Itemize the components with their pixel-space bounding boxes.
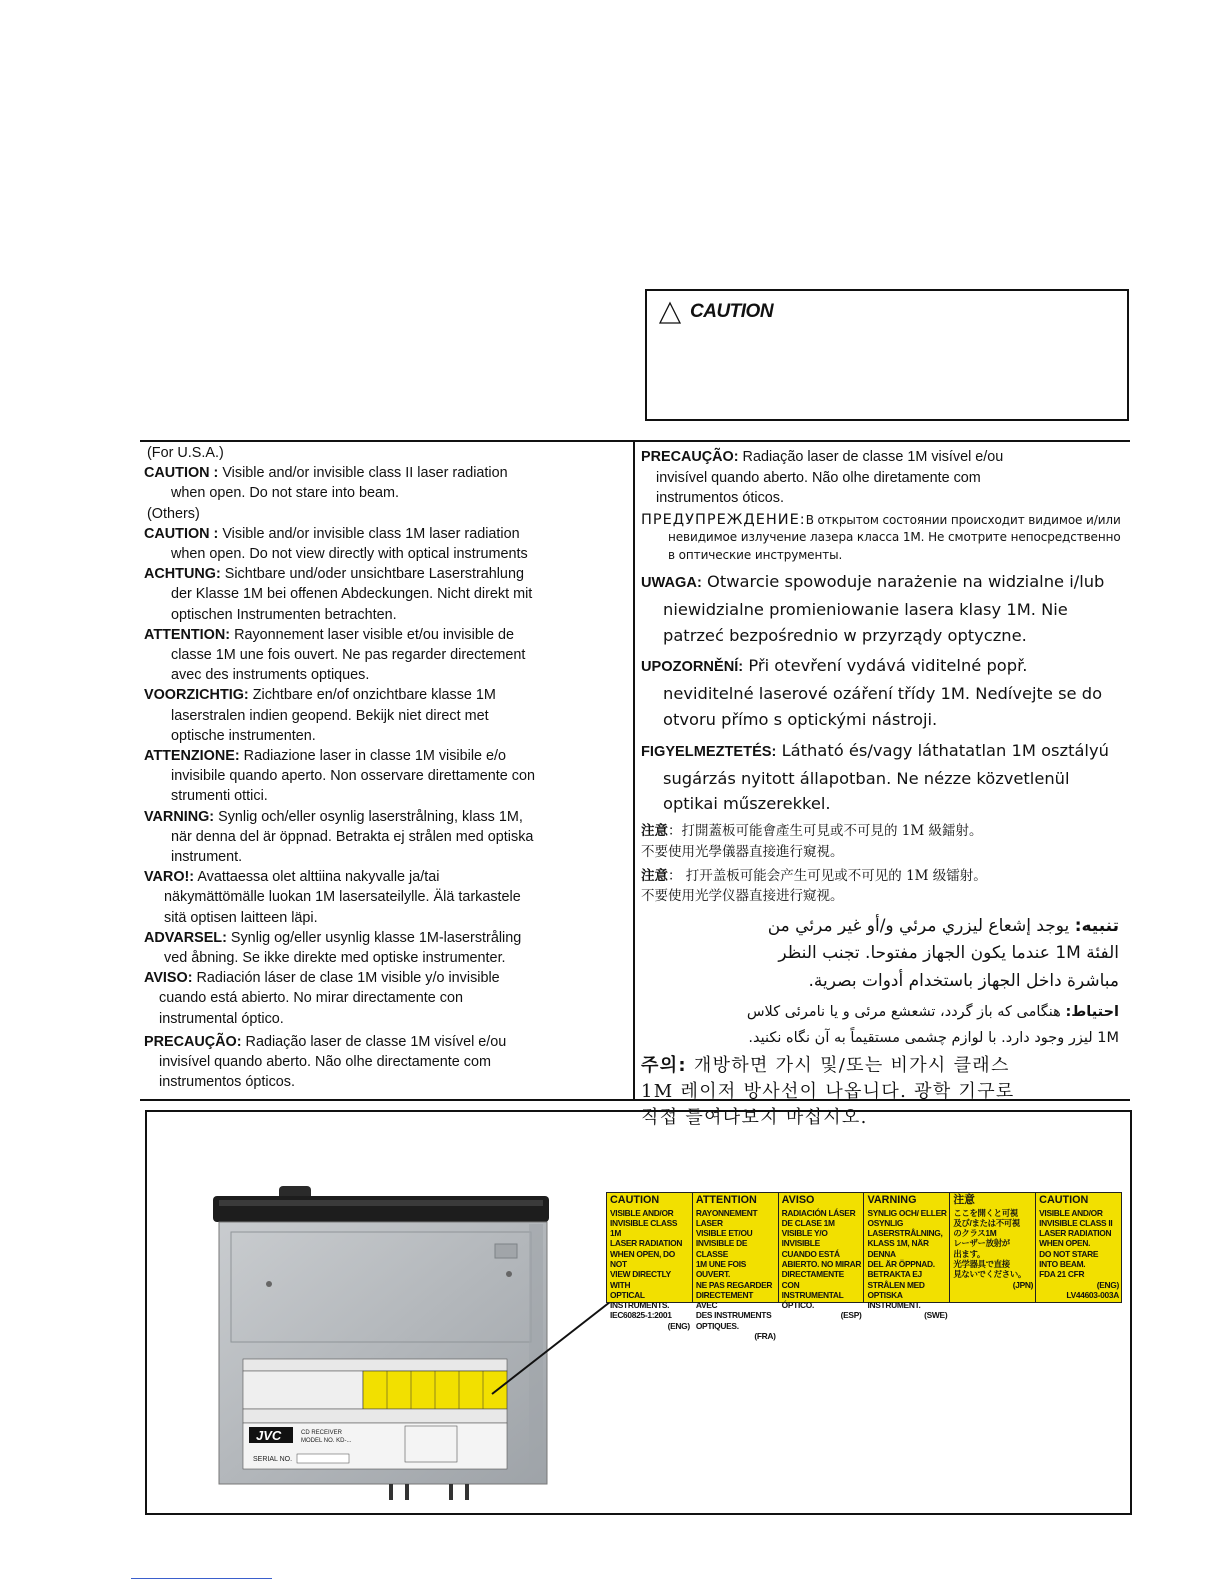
label-column-heading: 注意 bbox=[953, 1194, 975, 1206]
label-line: OSYNLIG bbox=[867, 1217, 904, 1228]
device-brand: JVC bbox=[256, 1428, 282, 1443]
label-line: VISIBLE AND/OR bbox=[610, 1207, 674, 1218]
label-line: DIRECTAMENTE bbox=[781, 1269, 844, 1280]
label-line: レーザー放射が bbox=[953, 1238, 1010, 1249]
label-line: 光学器具で直接 bbox=[953, 1258, 1010, 1269]
label-line: VISIBLE AND/OR bbox=[1039, 1207, 1103, 1218]
others-heading: (Others) bbox=[147, 505, 200, 522]
label-column bbox=[607, 1193, 693, 1331]
warning-pt-right: PRECAUÇÃO: Radiação laser de classe 1M visível e/ou invisível quando aberto. Não olhe diretamente com instrumentos óticos. bbox=[641, 449, 1004, 506]
label-column bbox=[693, 1193, 779, 1342]
label-line: ABIERTO. NO MIRAR bbox=[781, 1258, 862, 1269]
label-line: DIRECTEMENT AVEC bbox=[695, 1289, 754, 1311]
label-column-heading: CAUTION bbox=[610, 1194, 660, 1206]
label-line: VISIBLE Y/O INVISIBLE bbox=[781, 1228, 828, 1249]
label-line: NE PAS REGARDER bbox=[695, 1279, 773, 1290]
caution-title: CAUTION bbox=[690, 301, 774, 322]
warning-pt-left: PRECAUÇÃO: Radiação laser de classe 1M visível e/ou bbox=[144, 1033, 507, 1050]
label-line: DEL ÄR ÖPPNAD. bbox=[867, 1258, 935, 1269]
warning-nl: VOORZICHTIG: Zichtbare en/of onzichtbare klasse 1M bbox=[144, 687, 496, 704]
label-line: INSTRUMENT. bbox=[867, 1300, 921, 1311]
label-line: INTO BEAM. bbox=[1039, 1258, 1086, 1269]
label-line: LASERSTRÅLNING, bbox=[867, 1228, 943, 1239]
label-line: 見ないでください。 bbox=[953, 1269, 1026, 1280]
label-line: LASER RADIATION bbox=[1039, 1228, 1112, 1239]
label-line: 出ます。 bbox=[953, 1248, 985, 1259]
warning-hu: FIGYELMEZTETÉS: Látható és/vagy láthatatlan 1M osztályú sugárzás nyitott állapotban. Ne nézze közvetlenül optikai műszerekkel. bbox=[641, 740, 1109, 814]
warning-triangle-icon bbox=[659, 302, 681, 324]
device-photo-frame bbox=[145, 1110, 1132, 1515]
label-line: KLASS 1M, NÄR DENNA bbox=[867, 1238, 929, 1259]
label-language-tag: (FRA) bbox=[754, 1331, 776, 1342]
warning-usa: CAUTION : Visible and/or invisible class II laser radiation bbox=[144, 465, 508, 482]
label-line: BETRAKTA EJ bbox=[867, 1269, 922, 1280]
label-column bbox=[950, 1193, 1036, 1302]
warning-others: CAUTION : Visible and/or invisible class 1M laser radiation bbox=[144, 525, 520, 542]
label-column-heading: VARNING bbox=[867, 1194, 917, 1206]
warning-cs: UPOZORNĚNÍ: Při otevření vydává viditelné popř. neviditelné laserové ozáření třídy 1M. Nedívejte se do otvoru přímo s optickými nástroji. bbox=[641, 656, 1103, 729]
warning-ru: ПРЕДУПРЕЖДЕНИЕ:В открытом состоянии происходит видимое и/или невидимое излучение лазера класса 1M. Не смотрите непосредственно в оптические инструменты. bbox=[641, 511, 1121, 562]
leader-line bbox=[492, 1302, 612, 1402]
label-language-tag: (SWE) bbox=[924, 1310, 948, 1321]
label-language-tag: (ESP) bbox=[840, 1310, 862, 1321]
warning-it: ATTENZIONE: Radiazione laser in classe 1M visibile e/o bbox=[144, 748, 507, 765]
label-line: IEC60825-1:2001 bbox=[610, 1310, 672, 1321]
label-column bbox=[864, 1193, 950, 1321]
label-line: のクラス1M bbox=[953, 1228, 997, 1239]
warning-sv: VARNING: Synlig och/eller osynlig laserstrålning, klass 1M, bbox=[144, 808, 523, 825]
label-line: LASER RADIATION bbox=[610, 1238, 683, 1249]
warning-fr: ATTENTION: Rayonnement laser visible et/ou invisible de bbox=[144, 626, 515, 643]
svg-text:SERIAL NO.: SERIAL NO. bbox=[253, 1456, 293, 1463]
label-column-heading: AVISO bbox=[781, 1194, 815, 1206]
warning-ko: 주의: 개방하면 가시 및/또는 비가시 클래스 1M 레이저 방사선이 나옵니다. 광학 기구로 직접 들여다보지 마십시오. bbox=[641, 1055, 1015, 1129]
label-line: RADIACIÓN LÁSER bbox=[781, 1207, 856, 1218]
label-language-tag: (JPN) bbox=[1012, 1279, 1034, 1290]
caution-box bbox=[645, 289, 1129, 421]
label-line: ÓPTICO. bbox=[781, 1300, 814, 1311]
column-divider bbox=[633, 440, 635, 1101]
label-column-heading: CAUTION bbox=[1039, 1194, 1089, 1206]
warning-da: ADVARSEL: Synlig og/eller usynlig klasse 1M-laserstråling bbox=[144, 929, 522, 946]
svg-text:MODEL NO. KD-...: MODEL NO. KD-... bbox=[301, 1438, 352, 1444]
warning-zh-tw: 注意：打開蓋板可能會產生可見或不可見的 1M 級鐳射。 不要使用光學儀器直接進行窺視。 bbox=[641, 823, 983, 860]
warning-fa: احتياط: هنگامی که باز گردد، تشعشع مرئی و یا نامرئی کلاس 1M لیزر وجود دارد. با لوازم چشمی مستقیماً به آن نگاه نکنید. bbox=[746, 1004, 1119, 1047]
top-rule bbox=[140, 440, 1130, 442]
laser-warning-label bbox=[606, 1192, 1122, 1342]
svg-text:CD RECEIVER: CD RECEIVER bbox=[301, 1430, 343, 1436]
label-line: ここを開くと可視 bbox=[953, 1207, 1018, 1218]
label-line: INVISIBLE DE CLASSE bbox=[695, 1238, 748, 1259]
label-line: CUANDO ESTÁ bbox=[781, 1248, 840, 1259]
warning-ar: تنبيه: يوجد إشعاع ليزري مرئي و/أو غير مرئي من الفئة 1M عندما يكون الجهاز مفتوحا. تجنب النظر مباشرة داخل الجهاز باستخدام أدوات بصرية. bbox=[767, 915, 1119, 991]
label-line: VIEW DIRECTLY WITH bbox=[610, 1269, 671, 1290]
label-line: VISIBLE ET/OU bbox=[695, 1228, 753, 1239]
label-language-tag: (ENG) bbox=[667, 1320, 690, 1331]
label-line: OPTIQUES. bbox=[695, 1320, 739, 1331]
label-column bbox=[779, 1193, 865, 1321]
usa-heading: (For U.S.A.) bbox=[147, 445, 224, 461]
warnings-left-column: (For U.S.A.) CAUTION : Visible and/or invisible class II laser radiation when open. Do not stare into beam. (Others) CAUTION : Visible and/or invisible class 1M laser radiation when open. Do not view directly with optical instruments ACHTUNG: Sichtbare und/oder unsichtbare Laserstrahlung der Klasse 1M bei offenen Abdeckungen. Nicht direkt mit optischen Instrumenten betrachten. ATTENTION: Rayonnement laser visible et/ou invisible de classe 1M une fois ouvert. Ne pas regarder directement avec des instruments optiques. VOORZICHTIG: Zichtbare en/of onzichtbare klasse 1M laserstralen indien geopend. Bekijk niet direct met optische instrumenten. ATTENZIONE: Radiazione laser in classe 1M visibile e/o invisibile quando aperto. Non osservare direttamente con strumenti ottici. VARNING: Synlig och/eller osynlig laserstrålning, klass 1M, när denna del är öppnad. Betrakta ej strålen med optiska instrument. VARO!: Avattaessa olet alttiina nakyvalle ja/tai näkymättömälle luokan 1M lasersateilylle. Älä tarkastele sitä optisen laitteen läpi. ADVARSEL: Synlig og/eller usynlig klasse 1M-laserstråling ved åbning. Se ikke direkte med optiske instrumenter. AVISO: Radiación láser de clase 1M visible y/o invisible cuando está abierto. No mirar directamente con instrumental óptico. PRECAUÇÃO: Radiação laser de classe 1M visível e/ou invisível quando aberto. Não olhe directamente com instrumentos ópticos. bbox=[144, 443, 622, 1093]
label-line: DE CLASE 1M bbox=[781, 1217, 835, 1228]
label-line: FDA 21 CFR bbox=[1039, 1269, 1085, 1280]
label-line: 及び/または不可視 bbox=[953, 1217, 1020, 1228]
label-line: INVISIBLE CLASS 1M bbox=[610, 1217, 678, 1239]
label-line: RAYONNEMENT LASER bbox=[695, 1207, 758, 1228]
label-column-heading: ATTENTION bbox=[695, 1194, 757, 1206]
warning-zh-cn: 注意： 打开盖板可能会产生可见或不可见的 1M 级镭射。 不要使用光学仪器直接进行窥视。 bbox=[641, 867, 987, 905]
warning-fi: VARO!: Avattaessa olet alttiina nakyvalle ja/tai bbox=[144, 869, 440, 886]
label-line: INVISIBLE CLASS II bbox=[1039, 1217, 1113, 1228]
label-line: WHEN OPEN, DO NOT bbox=[610, 1248, 675, 1269]
label-line: STRÅLEN MED OPTISKA bbox=[867, 1279, 925, 1300]
label-line: DO NOT STARE bbox=[1039, 1248, 1099, 1259]
label-column bbox=[1036, 1193, 1121, 1302]
label-line: SYNLIG OCH/ ELLER bbox=[867, 1207, 947, 1218]
footer-link-underline bbox=[131, 1578, 272, 1579]
warning-de: ACHTUNG: Sichtbare und/oder unsichtbare Laserstrahlung bbox=[144, 566, 524, 583]
label-line: OPTICAL INSTRUMENTS. bbox=[610, 1289, 670, 1311]
label-part-code: LV44603-003A bbox=[1066, 1289, 1119, 1300]
label-line: CON INSTRUMENTAL bbox=[781, 1279, 844, 1300]
label-language-tag: (ENG) bbox=[1096, 1279, 1119, 1290]
warning-es: AVISO: Radiación láser de clase 1M visible y/o invisible bbox=[144, 970, 500, 987]
label-line: DES INSTRUMENTS bbox=[695, 1310, 772, 1321]
label-line: 1M UNE FOIS OUVERT. bbox=[695, 1258, 747, 1280]
warning-pl: UWAGA: Otwarcie spowoduje narażenie na widzialne i/lub niewidzialne promieniowanie lasera klasy 1M. Nie patrzeć bezpośrednio w przyrządy optyczne. bbox=[641, 572, 1105, 645]
warnings-right-column bbox=[641, 447, 1131, 1131]
label-line: WHEN OPEN. bbox=[1039, 1238, 1091, 1249]
